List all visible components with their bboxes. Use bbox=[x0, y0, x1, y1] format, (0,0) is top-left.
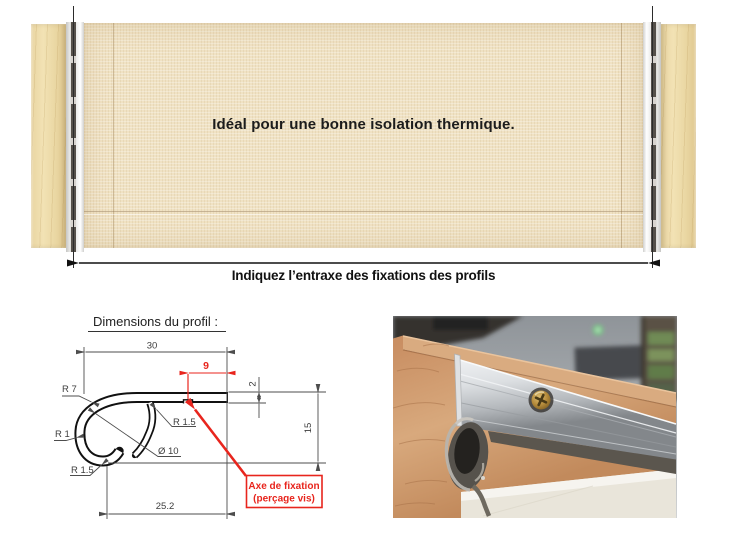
dim-2: 2 bbox=[247, 381, 259, 387]
aluminum-profile-right bbox=[643, 22, 661, 252]
dim-15: 15 bbox=[303, 422, 314, 434]
dim-9: 9 bbox=[203, 360, 209, 372]
profile-cross-section bbox=[80, 398, 228, 462]
label-r15-bottom: R 1.5 bbox=[71, 465, 94, 476]
dim-25-2: 25.2 bbox=[155, 501, 175, 512]
fabric-slogan: Idéal pour une bonne isolation thermique. bbox=[212, 116, 515, 133]
fixation-arrow bbox=[195, 410, 246, 477]
fabric-seam-horizontal bbox=[84, 211, 643, 212]
wood-post-left bbox=[31, 24, 66, 248]
label-diameter-10: Ø 10 bbox=[158, 446, 179, 457]
profile-dimensions-drawing bbox=[40, 340, 340, 532]
label-r7: R 7 bbox=[62, 384, 77, 395]
profile-slot-left bbox=[71, 22, 76, 252]
profile-photo bbox=[393, 316, 677, 518]
screw-head bbox=[529, 388, 554, 413]
fabric-seam-highlight bbox=[84, 214, 643, 215]
fabric-panel bbox=[84, 23, 643, 248]
drawing-title: Dimensions du profil : bbox=[88, 314, 226, 329]
profile-slot-right bbox=[651, 22, 656, 252]
fixation-label-line1: Axe de fixation bbox=[248, 481, 320, 492]
wood-post-right bbox=[661, 24, 696, 248]
aluminum-profile-left bbox=[66, 22, 84, 252]
label-r15-mid: R 1.5 bbox=[173, 417, 196, 428]
dim-30: 30 bbox=[146, 340, 158, 352]
label-r1: R 1 bbox=[55, 429, 70, 440]
fixation-label-line2: (perçage vis) bbox=[253, 493, 315, 505]
entraxe-caption: Indiquez l’entraxe des fixations des profils bbox=[231, 268, 496, 283]
